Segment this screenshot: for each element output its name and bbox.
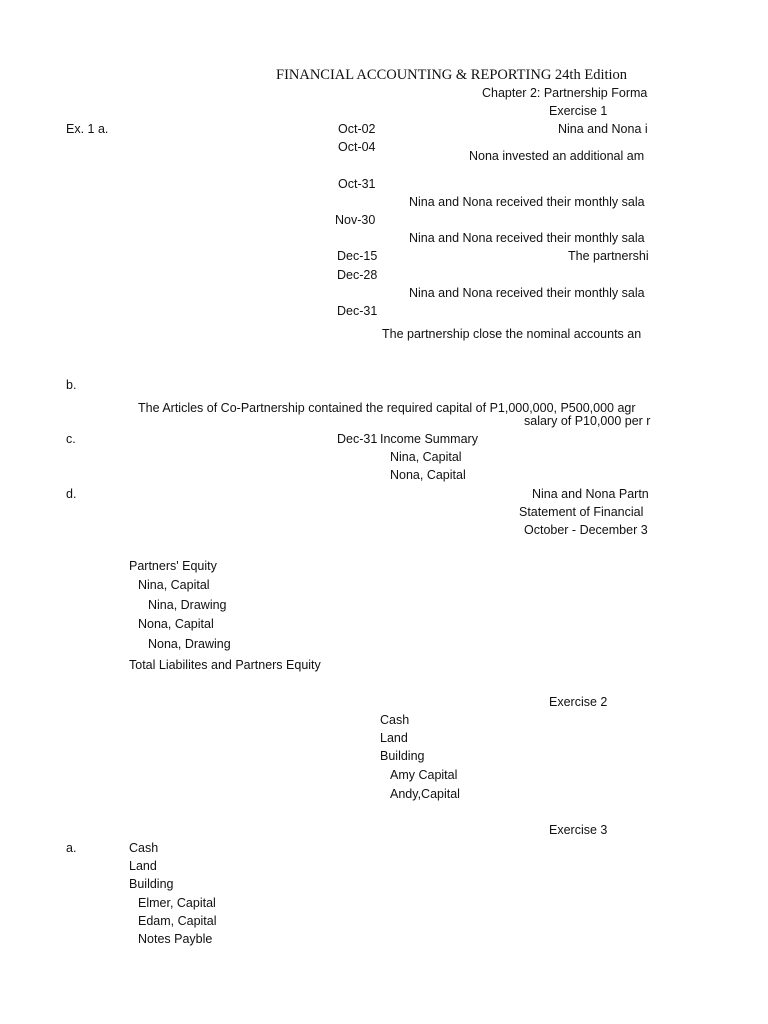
exercise-3-account: Land — [129, 859, 157, 873]
closing-entry-account: Nona, Capital — [390, 468, 466, 482]
chapter-title: Chapter 2: Partnership Forma — [482, 86, 648, 100]
entry-description: Nona invested an additional am — [469, 149, 645, 163]
part-b-text-line-2: salary of P10,000 per r — [524, 414, 651, 428]
exercise-2-account: Cash — [380, 713, 410, 727]
entry-date: Dec-15 — [337, 249, 378, 263]
entry-date: Oct-04 — [338, 140, 376, 154]
entry-date: Nov-30 — [335, 213, 376, 227]
entry-description: The partnershi — [568, 249, 649, 263]
exercise-1-part-d-label: d. — [66, 487, 77, 501]
equity-line: Nina, Drawing — [148, 598, 227, 612]
entry-description: The partnership close the nominal accounts an — [382, 327, 642, 341]
equity-total-line: Total Liabilites and Partners Equity — [129, 658, 321, 672]
exercise-3-heading: Exercise 3 — [549, 823, 608, 837]
closing-entry-account: Income Summary — [380, 432, 478, 446]
statement-company-name: Nina and Nona Partn — [532, 487, 649, 501]
document-title: FINANCIAL ACCOUNTING & REPORTING 24th Edition — [276, 67, 628, 83]
statement-title: Statement of Financial — [519, 505, 644, 519]
entry-date: Dec-31 — [337, 304, 378, 318]
part-b-text-line-1: The Articles of Co-Partnership contained the required capital of P1,000,000, P500,000 agr — [138, 401, 636, 415]
exercise-1-part-c-label: c. — [66, 432, 76, 446]
exercise-3-account: Building — [129, 877, 174, 891]
exercise-1-part-b-label: b. — [66, 378, 77, 392]
closing-entry-account: Nina, Capital — [390, 450, 462, 464]
equity-line: Nona, Drawing — [148, 637, 231, 651]
entry-description: Nina and Nona i — [558, 122, 648, 136]
exercise-1-heading: Exercise 1 — [549, 104, 608, 118]
entry-date: Oct-31 — [338, 177, 376, 191]
entry-description: Nina and Nona received their monthly sala — [409, 195, 645, 209]
exercise-3-account: Elmer, Capital — [138, 896, 216, 910]
entry-date: Oct-02 — [338, 122, 376, 136]
statement-period: October - December 3 — [524, 523, 648, 537]
equity-line: Nina, Capital — [138, 578, 210, 592]
exercise-3-account: Notes Payble — [138, 932, 213, 946]
partners-equity-heading: Partners' Equity — [129, 559, 217, 573]
exercise-3-part-a-label: a. — [66, 841, 77, 855]
exercise-2-account: Amy Capital — [390, 768, 458, 782]
entry-date: Dec-28 — [337, 268, 378, 282]
exercise-3-account: Cash — [129, 841, 159, 855]
exercise-2-account: Andy,Capital — [390, 787, 460, 801]
entry-description: Nina and Nona received their monthly sala — [409, 286, 645, 300]
exercise-2-account: Building — [380, 749, 425, 763]
equity-line: Nona, Capital — [138, 617, 214, 631]
closing-entry-date: Dec-31 — [337, 432, 378, 446]
exercise-2-account: Land — [380, 731, 408, 745]
exercise-3-account: Edam, Capital — [138, 914, 217, 928]
exercise-2-heading: Exercise 2 — [549, 695, 608, 709]
exercise-1-part-a-label: Ex. 1 a. — [66, 122, 109, 136]
entry-description: Nina and Nona received their monthly sala — [409, 231, 645, 245]
